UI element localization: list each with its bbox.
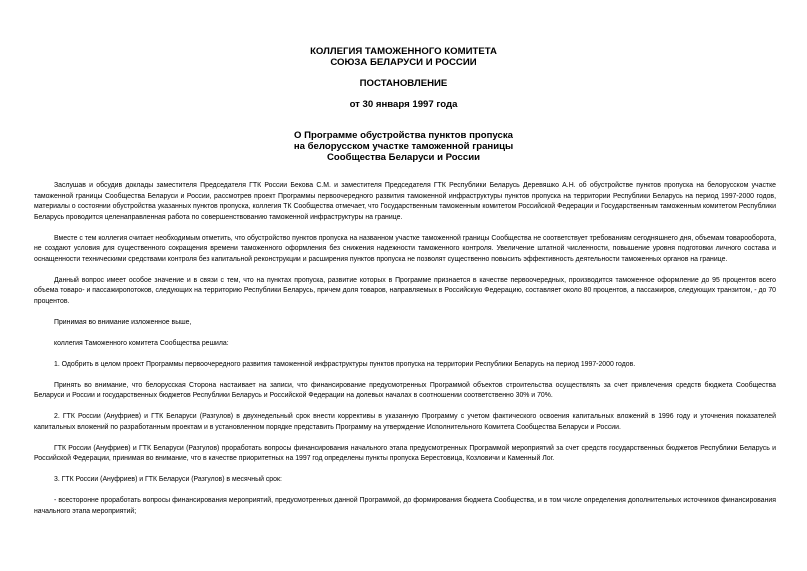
paragraph: Принимая во внимание изложенное выше, — [54, 318, 192, 326]
authority-line-1: КОЛЛЕГИЯ ТАМОЖЕННОГО КОМИТЕТА — [310, 46, 497, 57]
authority-line-2: СОЮЗА БЕЛАРУСИ И РОССИИ — [330, 57, 477, 68]
paragraph: Вместе с тем коллегия считает необходимым отметить, что обустройство пунктов пропуска на названном участке таможенной границы Сообщества не соответствует требованиям сегодняшнего дня, объемам товарооборота, не создают условия для существенного сокращения времени таможенного оформления без снижения надежности таможенного контроля. Увеличение штатной численности, повышение уровня подготовки личного состава и оснащенности техническими средствами контроля без капитальной реконструкции и расширения пунктов пропуска не позволят существенно повысить эффективность деятельности таможенных органов на границе. — [34, 234, 776, 263]
title-line-2: на белорусском участке таможенной границы — [293, 141, 514, 152]
title-line-3: Сообщества Беларуси и России — [327, 152, 480, 163]
paragraph: Принять во внимание, что белорусская Сторона настаивает на записи, что финансирование предусмотренных Программой объектов строительства осуществлять за счет привлечения средств бюджета Сообщества Беларуси и России и государственных бюджетов Республики Беларусь и Российской Федерации на долевых началах в соотношении соответственно 30% и 70%. — [34, 381, 776, 399]
issuing-authority — [0, 46, 807, 68]
paragraph: ГТК России (Ануфриев) и ГТК Беларуси (Разгулов) проработать вопросы финансирования начального этапа предусмотренных Программой мероприятий за счет средств государственных бюджетов Республики Беларусь и Российской Федерации, принимая во внимание, что в качестве приоритетных на 1997 год определены пункты пропуска Берестовица, Козловичи и Каменный Лог. — [34, 444, 776, 462]
document-title — [0, 130, 807, 163]
paragraph: 3. ГТК России (Ануфриев) и ГТК Беларуси (Разгулов) в месячный срок: — [54, 476, 282, 483]
document-body — [34, 181, 776, 528]
paragraph: 2. ГТК России (Ануфриев) и ГТК Беларуси (Разгулов) в двухнедельный срок внести коррективы в указанную Программу с учетом фактического освоения капитальных вложений в 1996 году и уточнения показателей капитальных вложений по разработанным проектам и в установленном порядке представить Программу на утверждение Исполнительного Комитета Сообщества Беларуси и России. — [34, 413, 776, 431]
paragraph: 1. Одобрить в целом проект Программы первоочередного развития таможенной инфраструктуры пунктов пропуска на территории Республики Беларусь на период 1997-2000 годов. — [54, 360, 636, 368]
paragraph: Данный вопрос имеет особое значение и в связи с тем, что на пунктах пропуска, развитие которых в Программе признается в качестве первоочередных, производится таможенное оформление до 95 процентов всего объема товаро- и пассажиропотоков, следующих на территорию Республики Беларусь, причем доля товаров, направляемых в Российскую Федерацию, составляет около 80 процентов, а пассажиров, следующих транзитом, - до 70 процентов. — [34, 276, 776, 305]
paragraph: коллегия Таможенного комитета Сообщества решила: — [54, 339, 229, 347]
document-date: от 30 января 1997 года — [349, 99, 458, 110]
title-line-1: О Программе обустройства пунктов пропуска — [294, 130, 513, 141]
paragraph: - всесторонне проработать вопросы финансирования мероприятий, предусмотренных данной Программой, до формирования бюджета Сообщества, и в том числе определения дополнительных источников финансирования начального этапа мероприятий; — [34, 497, 776, 515]
paragraph: Заслушав и обсудив доклады заместителя Председателя ГТК России Бекова С.М. и заместителя Председателя ГТК Республики Беларусь Деревяшко А.Н. об обустройстве пунктов пропуска на белорусском участке таможенной границы Сообщества Беларуси и России, рассмотрев проект Программы первоочередного развития таможенной инфраструктуры пунктов пропуска на территории Республики Беларусь на период 1997-2000 годов, материалы о состоянии обустройства указанных пунктов пропуска, коллегия ТК Сообщества отмечает, что Государственным таможенным комитетом Российской Федерации и Государственным таможенным комитетом Республики Беларусь проводится целенаправленная работа по совершенствованию таможенной инфраструктуры на границе. — [34, 182, 776, 221]
document-type: ПОСТАНОВЛЕНИЕ — [359, 78, 448, 89]
